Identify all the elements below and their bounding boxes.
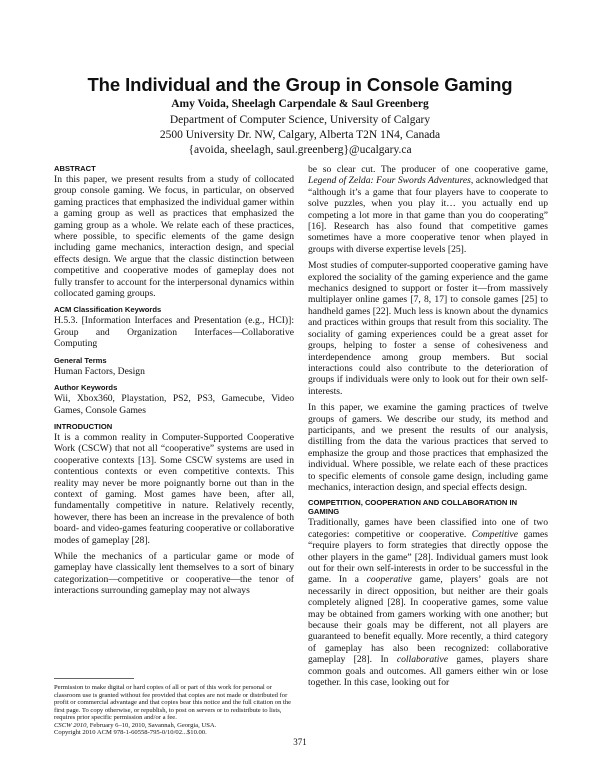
acm-classification-text: H.5.3. [Information Interfaces and Presentation (e.g., HCI)]: Group and Organization Interfaces—Collaborative Computing — [54, 315, 294, 350]
text-run: games, players share common goals and outcomes. All gamers either win or lose together. In this case, looking out for — [308, 654, 548, 689]
author-keywords-heading: Author Keywords — [54, 383, 118, 393]
game-title-reference: Legend of Zelda: Four Swords Adventures — [308, 175, 471, 187]
general-terms-heading: General Terms — [54, 355, 107, 365]
introduction-heading: INTRODUCTION — [54, 421, 113, 431]
copyright-line: Copyright 2010 ACM 978-1-60558-795-0/10/02...$10.00. — [54, 729, 207, 736]
author-keywords-text: Wii, Xbox360, Playstation, PS2, PS3, Gamecube, Video Games, Console Games — [54, 393, 294, 416]
affiliation-address: 2500 University Dr. NW, Calgary, Alberta T2N 1N4, Canada — [159, 129, 441, 141]
text-run: games “require players to form strategies that directly oppose the other players in the game” [28]. Individual gamers must look out for their own self-interests in order to be successful in the game. In a — [308, 528, 548, 586]
text-run: be so clear cut. The producer of one cooperative game, — [308, 164, 548, 175]
text-run: , acknowledged that “although it’s a game that four players have to cooperate to solve puzzles, when you play it… you actually end up competing a lot more in that game than you do cooperating” [16]. Research has also found that competitive games sometimes have a more cooperative tenor when played in groups with diverse expertise levels [25]. — [308, 175, 548, 255]
term-competitive: Competitive — [471, 528, 519, 540]
left-column — [54, 164, 294, 602]
introduction-paragraph-2: While the mechanics of a particular game or mode of gameplay have classically lent themselves to a sort of binary categorization—competitive or cooperative—the tenor of interactions surrounding gameplay may not always — [54, 550, 294, 597]
venue-name: CSCW 2010 — [54, 721, 87, 729]
abstract-text: In this paper, we present results from a study of collocated group console gaming. We focus, in particular, on observed gaming practices that emphasized the individual gamer within a gaming group as well as practices that emphasized the gaming group as a whole. We relate each of these practices, where possible, to specific elements of the game design including game mechanics, interaction design, and special effects design. We argue that the classic distinction between competitive and cooperative modes of gameplay does not fully transfer to account for the interpersonal dynamics within collocated gaming groups. — [54, 174, 294, 300]
term-collaborative: collaborative — [396, 654, 448, 666]
right-paragraph-1 — [308, 164, 548, 255]
competition-section-heading: COMPETITION, COOPERATION AND COLLABORATION IN GAMING — [308, 498, 518, 517]
permission-footnote — [54, 684, 294, 737]
affiliation-department: Department of Computer Science, University of Calgary — [169, 114, 431, 126]
page-number: 371 — [293, 737, 307, 747]
right-paragraph-4 — [308, 517, 548, 688]
introduction-paragraph-1: It is a common reality in Computer-Supported Cooperative Work (CSCW) that not all “cooperative” systems are used in cooperative contexts [13]. Some CSCW systems are used in contentious contexts or even competitive contexts. This reality may never be more poignantly borne out than in the context of gaming. Most games have been, after all, fundamentally competitive in nature. Relatively recently, however, there has been an increase in the prevalence of both board- and video-games featuring cooperative or collaborative modes of gameplay [28]. — [54, 431, 294, 546]
text-run: game, players’ goals are not necessarily in direct opposition, but neither are their goals completely aligned [28]. In cooperative games, some value may be obtained from gamers working with one another; but because their goals may be different, not all players are guaranteed to benefit equally. More recently, a third category of gameplay has also been recognized: collaborative gameplay [28]. In — [308, 574, 548, 666]
term-cooperative: cooperative — [366, 574, 412, 586]
author-list: Amy Voida, Sheelagh Carpendale & Saul Greenberg — [171, 98, 429, 110]
general-terms-text: Human Factors, Design — [54, 365, 145, 377]
footnote-rule — [54, 678, 134, 679]
right-paragraph-3: In this paper, we examine the gaming practices of twelve groups of gamers. We describe our study, its method and participants, and we present the results of our analysis, distilling from the data the various practices that served to emphasize the group and those practices that emphasized the individual. Where possible, we relate each of these practices to specific elements of console game design, including game mechanics, interaction design, and special effects design. — [308, 402, 548, 493]
right-column — [308, 164, 548, 693]
affiliation-emails: {avoida, sheelagh, saul.greenberg}@ucalgary.ca — [188, 144, 412, 156]
right-paragraph-2: Most studies of computer-supported cooperative gaming have explored the sociality of the gaming experience and the game mechanics designed to support or foster it—from massively multiplayer online games [7, 8, 17] to console games [25] to handheld games [22]. Much less is known about the dynamics and practices within groups that result from this sociality. The sociality of gaming experiences could be a great asset for groups, helping to foster a sense of cohesiveness and interdependence among group members. But social interactions could also contribute to the deterioration of groups if individuals were only to look out for their own self-interests. — [308, 260, 548, 397]
acm-classification-heading: ACM Classification Keywords — [54, 305, 162, 315]
venue-line — [54, 722, 294, 730]
venue-details: , February 6–10, 2010, Savannah, Georgia, USA. — [86, 721, 217, 729]
text-run: Traditionally, games have been classified into one of two categories: competitive or cooperative. — [308, 517, 548, 540]
paper-title: The Individual and the Group in Console Gaming — [87, 74, 513, 95]
abstract-heading: ABSTRACT — [54, 164, 96, 173]
permission-text: Permission to make digital or hard copies of all or part of this work for personal or classroom use is granted without fee provided that copies are not made or distributed for profit or commercial advantage and that copies bear this notice and the full citation on the first page. To copy otherwise, or republish, to post on servers or to redistribute to lists, requires prior specific permission and/or a fee. — [54, 684, 292, 721]
